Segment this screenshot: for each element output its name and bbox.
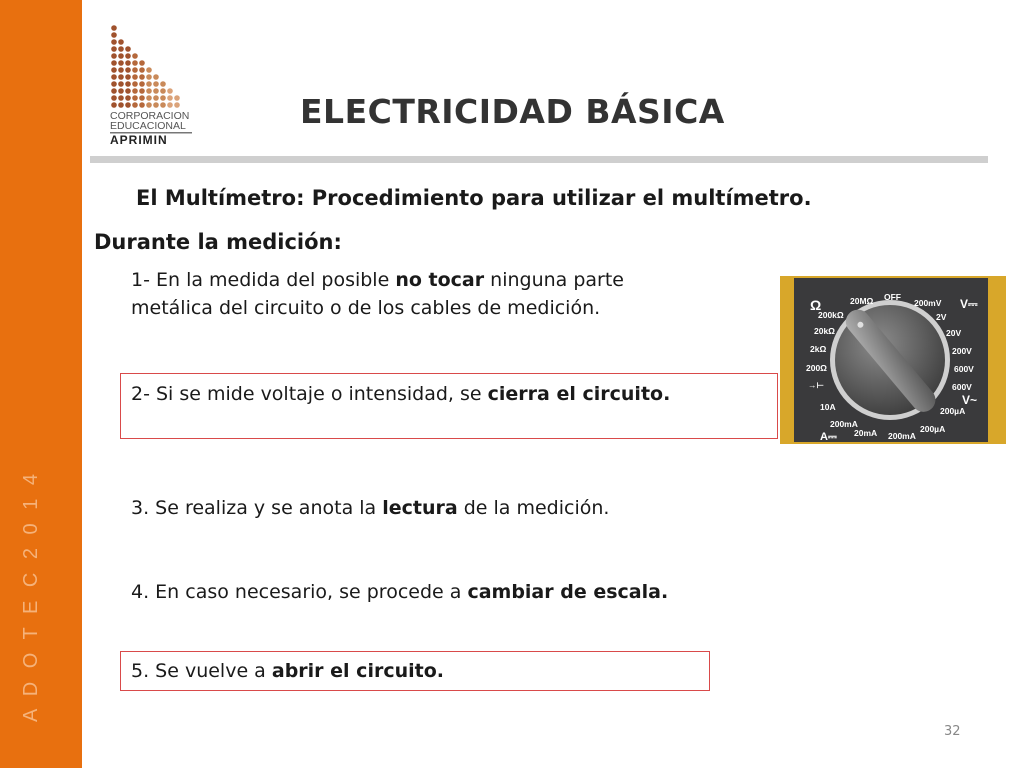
logo-dot <box>132 88 138 94</box>
logo-line-1: CORPORACION <box>110 110 190 122</box>
logo-dot <box>167 88 173 94</box>
logo-dot <box>111 25 117 31</box>
logo-dot <box>167 95 173 101</box>
logo-dot <box>118 88 124 94</box>
logo-dot <box>146 102 152 108</box>
logo-dot <box>125 88 131 94</box>
logo-dot <box>111 32 117 38</box>
logo-dot <box>160 88 166 94</box>
logo-dot <box>125 74 131 80</box>
label-200ma-left: 200mA <box>830 419 858 429</box>
logo-dot <box>111 88 117 94</box>
label-200ua-bottom: 200µA <box>920 424 946 434</box>
label-diode: →⊢ <box>808 380 824 390</box>
step-1 <box>131 266 691 322</box>
logo-dot <box>153 74 159 80</box>
logo-dot <box>153 95 159 101</box>
step-4-emphasis: cambiar de escala. <box>467 581 669 603</box>
logo-dot <box>111 53 117 59</box>
logo-dot <box>153 81 159 87</box>
logo-dot <box>139 95 145 101</box>
logo-dot <box>174 95 180 101</box>
logo-dot <box>139 60 145 66</box>
logo-dot <box>125 81 131 87</box>
step-4 <box>131 578 831 606</box>
step-3 <box>131 494 771 522</box>
label-20kohm: 20kΩ <box>814 326 835 336</box>
logo-dot <box>111 60 117 66</box>
logo-dot <box>125 46 131 52</box>
step-3-text-c: de la medición. <box>457 497 610 519</box>
page-number: 32 <box>944 724 961 739</box>
label-2v: 2V <box>936 312 947 322</box>
logo-dot-grid <box>111 25 180 108</box>
logo-dot <box>132 74 138 80</box>
step-1-text-a: 1- En la medida del posible <box>131 269 396 291</box>
logo-dot <box>139 88 145 94</box>
label-ohm: Ω <box>810 297 822 313</box>
logo-dot <box>160 81 166 87</box>
step-2-text-a: 2- Si se mide voltaje o intensidad, se <box>131 383 488 405</box>
logo-dot <box>132 95 138 101</box>
step-3-text-a: 3. Se realiza y se anota la <box>131 497 383 519</box>
logo-dot <box>125 53 131 59</box>
step-5-emphasis: abrir el circuito. <box>271 660 444 682</box>
label-20mohm: 20MΩ <box>850 296 874 306</box>
logo-line-2: EDUCACIONAL <box>110 120 186 132</box>
logo-dot <box>118 67 124 73</box>
label-600v-ac: 600V <box>952 382 972 392</box>
title-divider <box>90 156 988 163</box>
logo-dot <box>111 39 117 45</box>
slide-title: ELECTRICIDAD BÁSICA <box>300 92 725 131</box>
logo-dot <box>132 81 138 87</box>
logo-dot <box>118 46 124 52</box>
label-20v: 20V <box>946 328 962 338</box>
logo-dot <box>132 102 138 108</box>
step-5-text-a: 5. Se vuelve a <box>131 660 272 682</box>
sidebar-caption: A D O T E C 2 0 1 4 <box>20 469 42 722</box>
logo-dot <box>132 67 138 73</box>
logo-dot <box>111 74 117 80</box>
section-heading: Durante la medición: <box>94 230 342 254</box>
sidebar-vertical-text <box>0 0 82 768</box>
logo-dot <box>118 60 124 66</box>
step-4-text-a: 4. En caso necesario, se procede a <box>131 581 468 603</box>
logo-dot <box>146 67 152 73</box>
label-200ma-mid: 200mA <box>888 431 916 441</box>
logo-dot <box>160 102 166 108</box>
aprimin-logo <box>100 22 200 148</box>
logo-line-3: APRIMIN <box>110 133 168 147</box>
logo-dot <box>111 81 117 87</box>
step-2-emphasis: cierra el circuito. <box>487 383 671 405</box>
logo-dot <box>174 102 180 108</box>
logo-dot <box>153 88 159 94</box>
logo-dot <box>125 67 131 73</box>
label-200ua-right: 200µA <box>940 406 966 416</box>
label-200v: 200V <box>952 346 972 356</box>
logo-dot <box>118 81 124 87</box>
logo-dot <box>139 67 145 73</box>
logo-dot <box>146 95 152 101</box>
step-5 <box>131 657 701 685</box>
logo-dot <box>139 74 145 80</box>
logo-dot <box>125 102 131 108</box>
multimeter-dial-photo <box>780 276 1006 444</box>
logo-dot <box>132 53 138 59</box>
logo-dot <box>160 95 166 101</box>
slide-subtitle: El Multímetro: Procedimiento para utilizar el multímetro. <box>136 186 812 210</box>
label-2kohm: 2kΩ <box>810 344 827 354</box>
logo-dot <box>139 102 145 108</box>
label-20ma: 20mA <box>854 428 878 438</box>
label-600v-dc: 600V <box>954 364 974 374</box>
logo-dot <box>139 81 145 87</box>
logo-dot <box>111 102 117 108</box>
logo-dot <box>146 81 152 87</box>
logo-dot <box>118 53 124 59</box>
label-vdc: V⎓ <box>960 297 978 311</box>
logo-dot <box>118 39 124 45</box>
logo-dot <box>111 46 117 52</box>
step-2 <box>131 380 691 408</box>
logo-dot <box>118 74 124 80</box>
logo-dot <box>111 95 117 101</box>
step-1-emphasis: no tocar <box>395 269 485 291</box>
logo-dot <box>125 95 131 101</box>
label-off: OFF <box>884 292 901 302</box>
logo-dot <box>167 102 173 108</box>
step-1-text-c: ninguna parte metálica del circuito o de los cables de medición. <box>131 269 624 319</box>
logo-dot <box>118 102 124 108</box>
logo-dot <box>118 95 124 101</box>
logo-dot <box>111 67 117 73</box>
step-3-emphasis: lectura <box>382 497 458 519</box>
logo-dot <box>153 102 159 108</box>
logo-dot <box>146 88 152 94</box>
label-200ohm: 200Ω <box>806 363 827 373</box>
logo-dot <box>146 74 152 80</box>
label-vac: V~ <box>962 393 978 407</box>
label-200mv: 200mV <box>914 298 942 308</box>
logo-dot <box>132 60 138 66</box>
label-200kohm: 200kΩ <box>818 310 844 320</box>
label-10a: 10A <box>820 402 836 412</box>
logo-dot <box>125 60 131 66</box>
label-adc: A⎓ <box>820 431 837 443</box>
